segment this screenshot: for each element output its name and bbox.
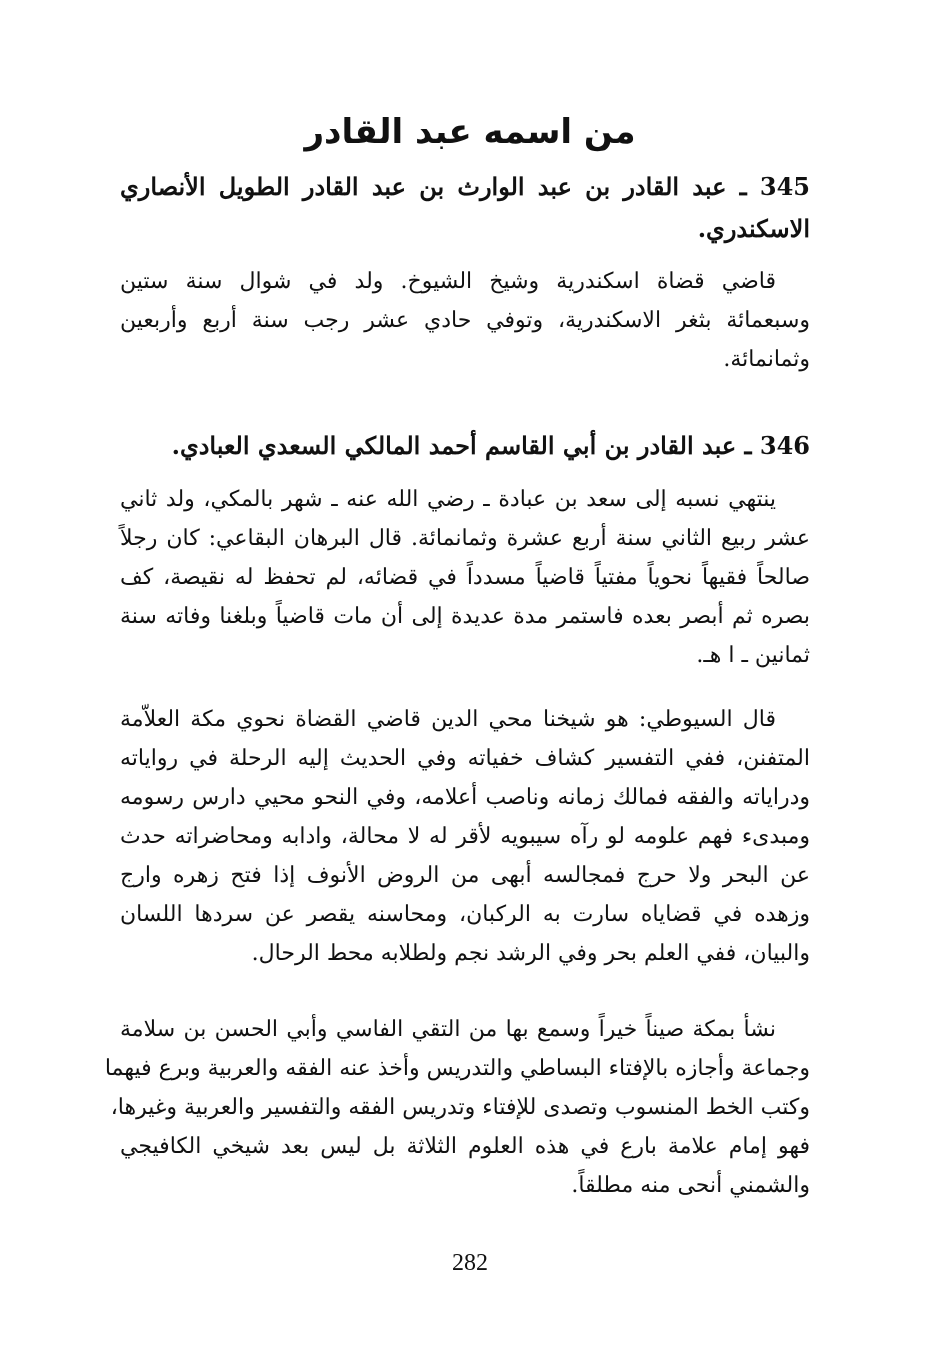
entry-heading-line: الاسكندري. (697, 214, 810, 243)
text-line: عشر ربيع الثاني سنة أربع عشرة وثمانمائة. قال البرهان البقاعي: كان رجلاً (120, 526, 810, 551)
text-line: والبيان، ففي العلم بحر وفي الرشد نجم ولطلابه محط الرحال. (251, 941, 810, 966)
entry-number: 346 (759, 431, 810, 460)
text-line: ينتهي نسبه إلى سعد بن عبادة ـ رضي الله عنه ـ شهر بالمكي، ولد ثاني (120, 487, 776, 512)
entry-heading-text: عبد القادر بن أبي القاسم أحمد المالكي السعدي العبادي. (171, 431, 737, 460)
entry-heading-line: 346 ـ عبد القادر بن أبي القاسم أحمد المالكي السعدي العبادي. (171, 431, 810, 460)
section-title: من اسمه عبد القادر (304, 112, 636, 152)
entry-345-heading (120, 166, 810, 250)
text-line: نشأ بمكة صيناً خيراً وسمع بها من التقي الفاسي وأبي الحسن بن سلامة (120, 1017, 776, 1042)
text-line: وثمانمائة. (723, 347, 810, 372)
text-line: وسبعمائة بثغر الاسكندرية، وتوفي حادي عشر رجب سنة أربع وأربعين (120, 308, 811, 333)
entry-346-paragraph-3 (104, 1010, 810, 1205)
entry-number: 345 (759, 172, 810, 201)
text-line: فهو إمام علامة بارع في هذه العلوم الثلاثة بل ليس بعد شيخي الكافيجي (120, 1134, 810, 1159)
text-line: وجماعة وأجازه بالإفتاء البساطي والتدريس وأخذ عنه الفقه والعربية وبرع فيهما (104, 1056, 810, 1081)
page-number: 282 (452, 1250, 488, 1276)
text-line: قال السيوطي: هو شيخنا محي الدين قاضي القضاة نحوي مكة العلاّمة (120, 707, 776, 732)
entry-heading-text: عبد القادر بن عبد الوارث بن عبد القادر الطويل الأنصاري (120, 172, 727, 201)
entry-345-paragraph (120, 262, 810, 379)
text-line: صالحاً فقيهاً نحوياً مفتياً قاضياً مسدداً في قضائه، لم تحفظ له نقيصة، كف (120, 565, 810, 590)
text-line: والشمني أنحى منه مطلقاً. (571, 1173, 810, 1198)
entry-346-paragraph-2 (120, 700, 810, 973)
entry-heading-line: 345 ـ عبد القادر بن عبد الوارث بن عبد القادر الطويل الأنصاري (120, 172, 810, 201)
text-line: قاضي قضاة اسكندرية وشيخ الشيوخ. ولد في شوال سنة ستين (120, 269, 776, 294)
entry-346-paragraph-1 (120, 480, 810, 675)
text-line: بصره ثم أبصر بعده فاستمر مدة عديدة إلى أن مات قاضياً وبلغنا وفاته سنة (120, 604, 810, 629)
text-line: ثمانين ـ ا هـ. (696, 643, 810, 668)
text-line: عن البحر ولا حرج فمجالسه أبهى من الروض الأنوف إذا فتح زهره وارج (120, 863, 810, 888)
text-line: ودراياته والفقه فمالك زمانه وناصب أعلامه، وفي النحو محيي دارس رسومه (120, 785, 810, 810)
text-line: وكتب الخط المنسوب وتصدى للإفتاء وتدريس الفقه والتفسير والعربية وغيرها، (110, 1095, 810, 1120)
text-line: وزهده في قضاياه سارت به الركبان، ومحاسنه يقصر عن سردها اللسان (120, 902, 810, 927)
text-line: المتفنن، ففي التفسير كشاف خفياته وفي الحديث إليه الرحلة في رواياته (120, 746, 810, 771)
text-line: ومبدىء فهم علومه لو رآه سيبويه لأقر له لا محالة، وادابه ومحاضراته حدث (120, 824, 810, 849)
entry-346-heading (120, 425, 810, 467)
